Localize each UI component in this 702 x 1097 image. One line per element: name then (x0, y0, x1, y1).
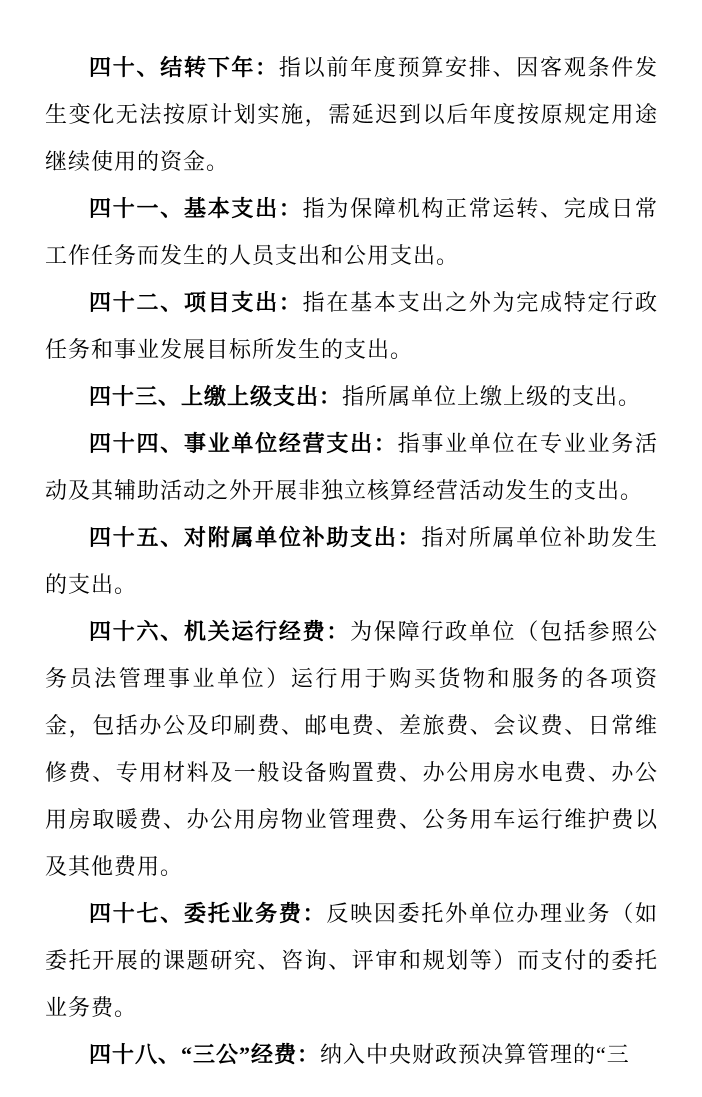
term-label: 四十四、事业单位经营支出： (89, 431, 398, 456)
term-label: 四十一、基本支出： (89, 196, 303, 221)
definition-paragraph-48 (45, 1031, 658, 1078)
term-label: 四十、结转下年： (89, 55, 279, 80)
term-definition: 为保障行政单位（包括参照公务员法管理事业单位）运行用于购买货物和服务的各项资金，包括办公及印刷费、邮电费、差旅费、会议费、日常维修费、专用材料及一般设备购置费、办公用房水电费、办公用房取暖费、办公用房物业管理费、公务用车运行维护费以及其他费用。 (45, 619, 658, 879)
term-label: 四十三、上缴上级支出： (89, 384, 343, 409)
definition-paragraph-42 (45, 279, 658, 373)
definition-paragraph-41 (45, 185, 658, 279)
term-definition: 反映因委托外单位办理业务（如委托开展的课题研究、咨询、评审和规划等）而支付的委托业务费。 (45, 901, 658, 1020)
term-label: 四十二、项目支出： (89, 290, 303, 315)
definition-paragraph-47 (45, 890, 658, 1031)
definition-paragraph-43 (45, 373, 658, 420)
definition-paragraph-46 (45, 608, 658, 890)
term-label: 四十五、对附属单位补助支出： (89, 525, 422, 550)
term-label: 四十八、“三公”经费： (89, 1042, 321, 1067)
definition-paragraph-45 (45, 514, 658, 608)
definition-paragraph-44 (45, 420, 658, 514)
term-label: 四十七、委托业务费： (89, 901, 327, 926)
term-definition: 指所属单位上缴上级的支出。 (342, 384, 642, 409)
definition-paragraph-40 (45, 44, 658, 185)
term-definition: 指以前年度预算安排、因客观条件发生变化无法按原计划实施，需延迟到以后年度按原规定用途继续使用的资金。 (45, 55, 658, 174)
term-definition: 指为保障机构正常运转、完成日常工作任务而发生的人员支出和公用支出。 (45, 196, 658, 268)
term-definition: 指对所属单位补助发生的支出。 (45, 525, 658, 597)
term-definition: 指事业单位在专业业务活动及其辅助活动之外开展非独立核算经营活动发生的支出。 (45, 431, 658, 503)
term-definition: 指在基本支出之外为完成特定行政任务和事业发展目标所发生的支出。 (45, 290, 658, 362)
term-definition: 纳入中央财政预决算管理的“三 (320, 1042, 630, 1067)
term-label: 四十六、机关运行经费： (89, 619, 351, 644)
